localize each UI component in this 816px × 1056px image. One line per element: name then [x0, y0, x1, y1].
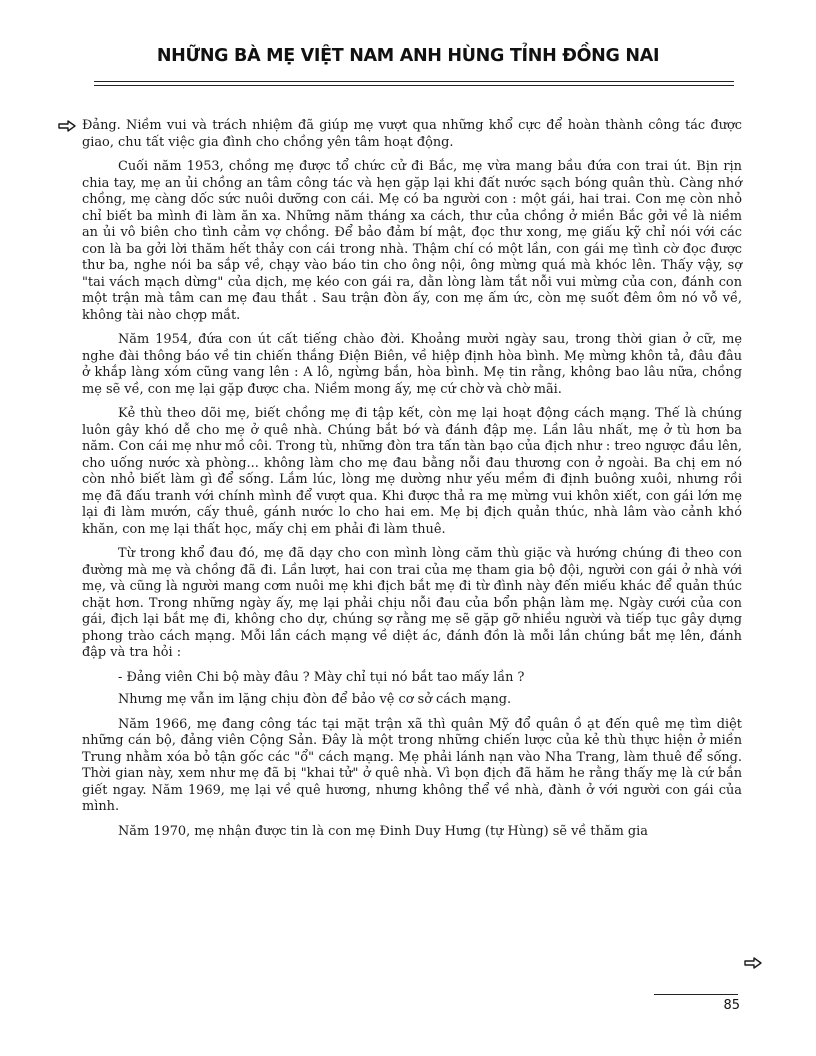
paragraph: Cuối năm 1953, chồng mẹ được tổ chức cử đi Bắc, mẹ vừa mang bầu đứa con trai út. Bịn rịn chia tay, mẹ an ủi chồng an tâm công tác và hẹn gặp lại khi đất nước sạch bóng quân thù. Càng nhớ chồng, mẹ càng dốc sức nuôi dưỡng con cái. Mẹ có ba người con : một gái, hai trai. Con mẹ còn nhỏ chỉ biết ba mình đi làm ăn xa. Những năm tháng xa cách, thư của chồng ở miền Bắc gởi về là niềm an ủi vô biên cho tình cảm vợ chồng. Để bảo đảm bí mật, đọc thư xong, mẹ giấu kỹ chỉ nói với các con là ba gởi lời thăm hết thảy con cái trong nhà. Thậm chí có một lần, con gái mẹ tình cờ đọc được thư ba, nghe nói ba sắp về, chạy vào báo tin cho ông nội, ông mừng quá mà khóc lên. Thấy vậy, sợ "tai vách mạch dừng" của dịch, mẹ kéo con gái ra, dằn lòng làm tắt nỗi vui mừng của con, đánh con một trận mà tâm can mẹ đau thắt . Sau trận đòn ấy, con mẹ ấm ức, còn mẹ suốt đêm ôm nó vỗ về, không tài nào chợp mắt. — [82, 159, 742, 323]
paragraph: Nhưng mẹ vẫn im lặng chịu đòn để bảo vệ cơ sở cách mạng. — [118, 692, 512, 707]
paragraph: Năm 1970, mẹ nhận được tin là con mẹ Đinh Duy Hưng (tự Hùng) sẽ về thăm gia — [118, 823, 648, 839]
paragraph: Kẻ thù theo dõi mẹ, biết chồng mẹ đi tập kết, còn mẹ lại hoạt động cách mạng. Thế là chúng luôn gây khó dễ cho mẹ ở quê nhà. Chúng bắt bớ và đánh đập mẹ. Lần lâu nhất, mẹ ở tù hơn ba năm. Con cái mẹ như mồ côi. Trong tù, những đòn tra tấn tàn bạo của địch như : treo ngược đầu lên, cho uống nước xà phòng... không làm cho mẹ đau bằng nỗi đau thương con ở ngoài. Ba chị em nó còn nhỏ biết làm gì để sống. Lắm lúc, lòng mẹ dường như yếu mềm đi định buông xuôi, nhưng rồi mẹ đã đấu tranh với chính mình để vượt qua. Khi được thả ra mẹ mừng vui khôn xiết, con gái lớn mẹ lại đi làm mướn, cấy thuê, gánh nước lo cho hai em. Mẹ bị địch quản thúc, nhà lâm vào cảnh khó khăn, con mẹ lại thất học, mấy chị em phải đi làm thuê. — [82, 406, 742, 537]
dialog-line: - Đảng viên Chi bộ mày đâu ? Mày chỉ tụi nó bắt tao mấy lần ? — [118, 669, 525, 685]
running-header: NHỮNG BÀ MẸ VIỆT NAM ANH HÙNG TỈNH ĐỒNG NAI — [156, 46, 660, 66]
body-text — [82, 118, 742, 848]
paragraph: Năm 1954, đứa con út cất tiếng chào đời. Khoảng mười ngày sau, trong thời gian ở cữ, mẹ nghe đài thông báo về tin chiến thắng Điện Biên, về hiệp định hòa bình. Mẹ mừng khôn tả, đâu đâu ở khắp làng xóm cũng vang lên : A lô, ngừng bắn, hòa bình. Mẹ tin rằng, không bao lâu nữa, chồng mẹ sẽ về, con mẹ lại gặp được cha. Niềm mong ấy, mẹ cứ chờ và chờ mãi. — [82, 332, 742, 397]
arrow-right-outline-icon — [58, 120, 76, 132]
header-rule-top — [94, 81, 734, 82]
paragraph: Đảng. Niềm vui và trách nhiệm đã giúp mẹ vượt qua những khổ cực để hoàn thành công tác được giao, chu tất việc gia đình cho chồng yên tâm hoạt động. — [82, 118, 742, 150]
page-number: 85 — [723, 998, 740, 1013]
paragraph: Năm 1966, mẹ đang công tác tại mặt trận xã thì quân Mỹ đổ quân ồ ạt đến quê mẹ tìm diệt những cán bộ, đảng viên Cộng Sản. Đây là một trong những chiến lược của kẻ thù thực hiện ở miền Trung nhằm xóa bỏ tận gốc các "ổ" cách mạng. Mẹ phải lánh nạn vào Nha Trang, làm thuê để sống. Thời gian này, xem như mẹ đã bị "khai tử" ở quê nhà. Vì bọn địch đã hăm he rằng thấy mẹ là cứ bắn giết ngay. Năm 1969, mẹ lại về quê hương, nhưng không thể về nhà, đành ở với người con gái của mình. — [82, 716, 742, 814]
arrow-right-outline-icon — [744, 957, 762, 969]
header-rule-bottom — [94, 85, 734, 86]
footer-rule — [654, 994, 738, 995]
paragraph: Từ trong khổ đau đó, mẹ đã dạy cho con mình lòng căm thù giặc và hướng chúng đi theo con đường mà mẹ và chồng đã đi. Lần lượt, hai con trai của mẹ tham gia bộ đội, người con gái ở nhà với mẹ, và cũng là người mang cơm nuôi mẹ khi địch bắt mẹ đi từ đình này đến miếu khác để quản thúc chặt hơn. Trong những ngày ấy, mẹ lại phải chịu nỗi đau của bổn phận làm mẹ. Ngày cưới của con gái, địch lại bắt mẹ đi, không cho dự, chúng sợ rằng mẹ sẽ gặp gỡ nhiều người và tiếp tục gây dựng phong trào cách mạng. Mỗi lần cách mạng về diệt ác, đánh đồn là mỗi lần chúng bắt mẹ lên, đánh đập và tra hỏi : — [82, 546, 742, 660]
